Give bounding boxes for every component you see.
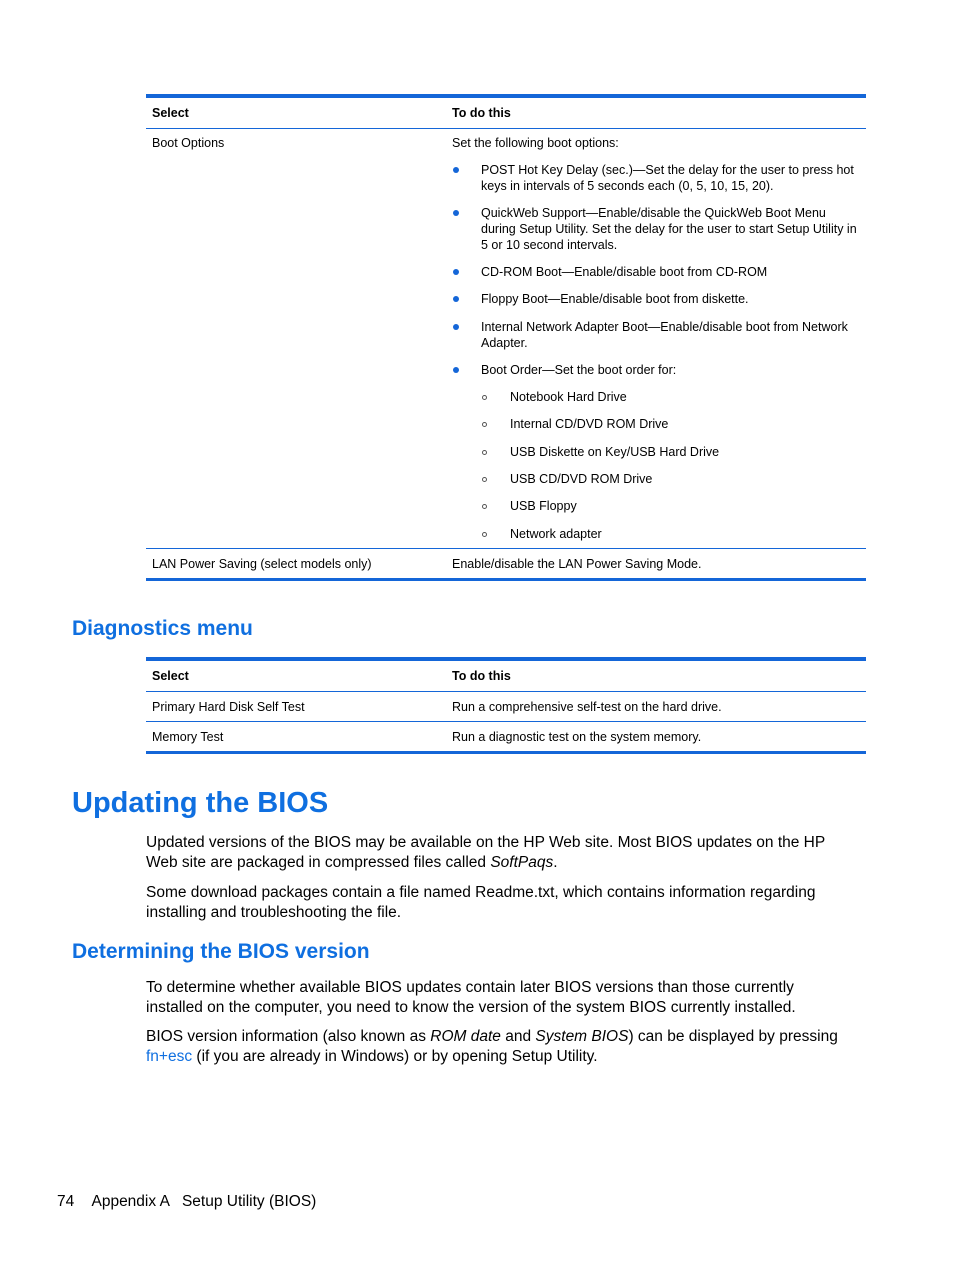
list-item: Boot Order—Set the boot order for: [452,362,860,378]
bullet-icon [453,296,459,302]
bullet-icon [453,167,459,173]
determining-paragraph-2: BIOS version information (also known as ROM date and System BIOS) can be displayed by pressing fn+esc (if you are already in Windows) or by opening Setup Utility. [146,1028,838,1065]
sub-bullet-icon [482,395,487,400]
sub-bullet-icon [482,477,487,482]
boot-order-list [452,389,860,542]
header-select: Select [152,106,189,120]
softpaqs-term: SoftPaqs [490,854,554,871]
list-item: USB Floppy [452,498,860,514]
updating-heading: Updating the BIOS [72,787,329,819]
row-select: Boot Options [152,136,225,150]
list-item: USB CD/DVD ROM Drive [452,471,860,487]
boot-options-list [452,162,860,378]
row-todo [446,135,866,542]
list-item: Notebook Hard Drive [452,389,860,405]
row-select: LAN Power Saving (select models only) [152,556,372,571]
bullet-icon [453,367,459,373]
page-number: 74 [57,1193,75,1210]
list-item: POST Hot Key Delay (sec.)—Set the delay for the user to press hot keys in intervals of 5 seconds each (0, 5, 10, 15, 20). [452,162,860,194]
sub-bullet-icon [482,532,487,537]
table-header [146,661,866,692]
diagnostics-heading: Diagnostics menu [72,617,253,640]
fn-esc-key: fn+esc [146,1048,193,1065]
list-item: CD-ROM Boot—Enable/disable boot from CD-ROM [452,264,860,280]
list-item: Floppy Boot—Enable/disable boot from diskette. [452,291,860,307]
determining-paragraph-1: To determine whether available BIOS updates contain later BIOS versions than those currently installed on the computer, you need to know the version of the system BIOS currently installed. [146,979,796,1016]
list-item: Internal Network Adapter Boot—Enable/disable boot from Network Adapter. [452,319,860,351]
row-todo: Enable/disable the LAN Power Saving Mode. [452,556,702,571]
list-item: USB Diskette on Key/USB Hard Drive [452,444,860,460]
row-select: Memory Test [152,729,224,744]
row-intro: Set the following boot options: [452,136,619,150]
table-header [146,98,866,129]
bullet-icon [453,269,459,275]
row-select: Primary Hard Disk Self Test [152,699,305,714]
updating-paragraph-1: Updated versions of the BIOS may be available on the HP Web site. Most BIOS updates on the HP Web site are packaged in compressed files called SoftPaqs. [146,834,825,871]
list-item: Internal CD/DVD ROM Drive [452,416,860,432]
table-row [146,722,866,751]
updating-paragraph-2: Some download packages contain a file named Readme.txt, which contains information regarding installing and troubleshooting the file. [146,884,816,921]
sub-bullet-icon [482,422,487,427]
diagnostics-table [146,657,866,754]
footer-section: Appendix A Setup Utility (BIOS) [91,1193,317,1210]
rom-date-term: ROM date [430,1028,501,1045]
determining-heading: Determining the BIOS version [72,940,370,963]
header-todo: To do this [452,106,511,120]
row-todo: Run a comprehensive self-test on the hard drive. [452,699,722,714]
row-todo: Run a diagnostic test on the system memory. [452,729,702,744]
bullet-icon [453,210,459,216]
sub-bullet-icon [482,504,487,509]
system-bios-term: System BIOS [535,1028,629,1045]
header-todo: To do this [452,669,511,683]
boot-options-table [146,94,866,581]
sub-bullet-icon [482,450,487,455]
header-select: Select [152,669,189,683]
table-row [146,549,866,578]
bullet-icon [453,324,459,330]
table-row [146,692,866,722]
list-item: QuickWeb Support—Enable/disable the QuickWeb Boot Menu during Setup Utility. Set the delay for the user to start Setup Utility in 5 or 10 second intervals. [452,205,860,253]
list-item: Network adapter [452,526,860,542]
table-row [146,129,866,549]
page-footer [57,1193,316,1211]
